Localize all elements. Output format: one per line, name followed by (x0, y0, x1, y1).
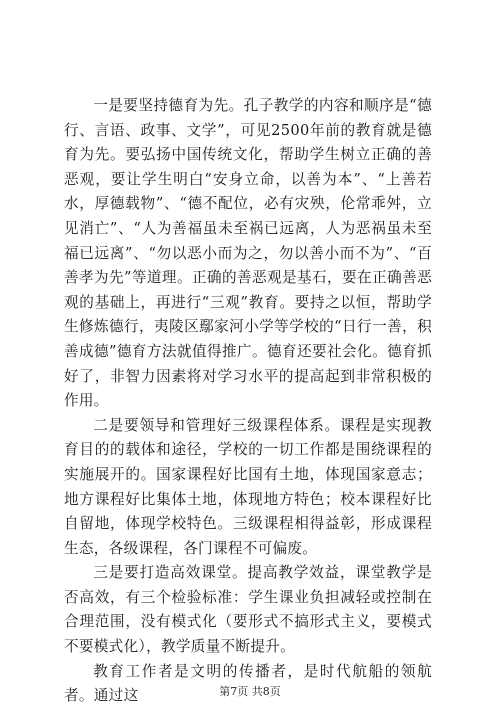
paragraph-curriculum-system: 二是要领导和管理好三级课程体系。课程是实现教育目的的载体和途径，学校的一切工作都是围绕课程的实施展开的。国家课程好比国有土地，体现国家意志；地方课程好比集体土地，体现地方特色；校本课程好比自留地，体现学校特色。三级课程相得益彰，形成课程生态，各级课程，各门课程不可偏废。 (64, 416, 432, 557)
paragraph-efficient-classroom: 三是要打造高效课堂。提高教学效益，课堂教学是否高效，有三个检验标准：学生课业负担减轻或控制在合理范围，没有模式化（要形式不搞形式主义，要模式不要模式化），教学质量不断提升。 (64, 564, 432, 656)
body-text (64, 94, 432, 709)
paragraph-educators: 教育工作者是文明的传播者，是时代航船的领航者。通过这 (64, 662, 432, 705)
page-number-footer: 第7页 共8页 (219, 685, 281, 698)
paragraph-moral-education: 一是要坚持德育为先。孔子教学的内容和顺序是“德行、言语、政事、文学”，可见2500年前的教育就是德育为先。要弘扬中国传统文化，帮助学生树立正确的善恶观，要让学生明白“安身立命，以善为本”、“上善若水，厚德载物”、“德不配位，必有灾殃，伦常乖舛，立见消亡”、“人为善福虽未至祸已远离，人为恶祸虽未至福已远离”、“勿以恶小而为之，勿以善小而不为”、“百善孝为先”等道理。正确的善恶观是基石，要在正确善恶观的基础上，再进行“三观”教育。要持之以恒，帮助学生修炼德行，夷陵区鄢家河小学等学校的“日行一善，积善成德”德育方法就值得推广。德育还要社会化。德育抓好了，非智力因素将对学习水平的提高起到非常积极的作用。 (64, 97, 432, 410)
